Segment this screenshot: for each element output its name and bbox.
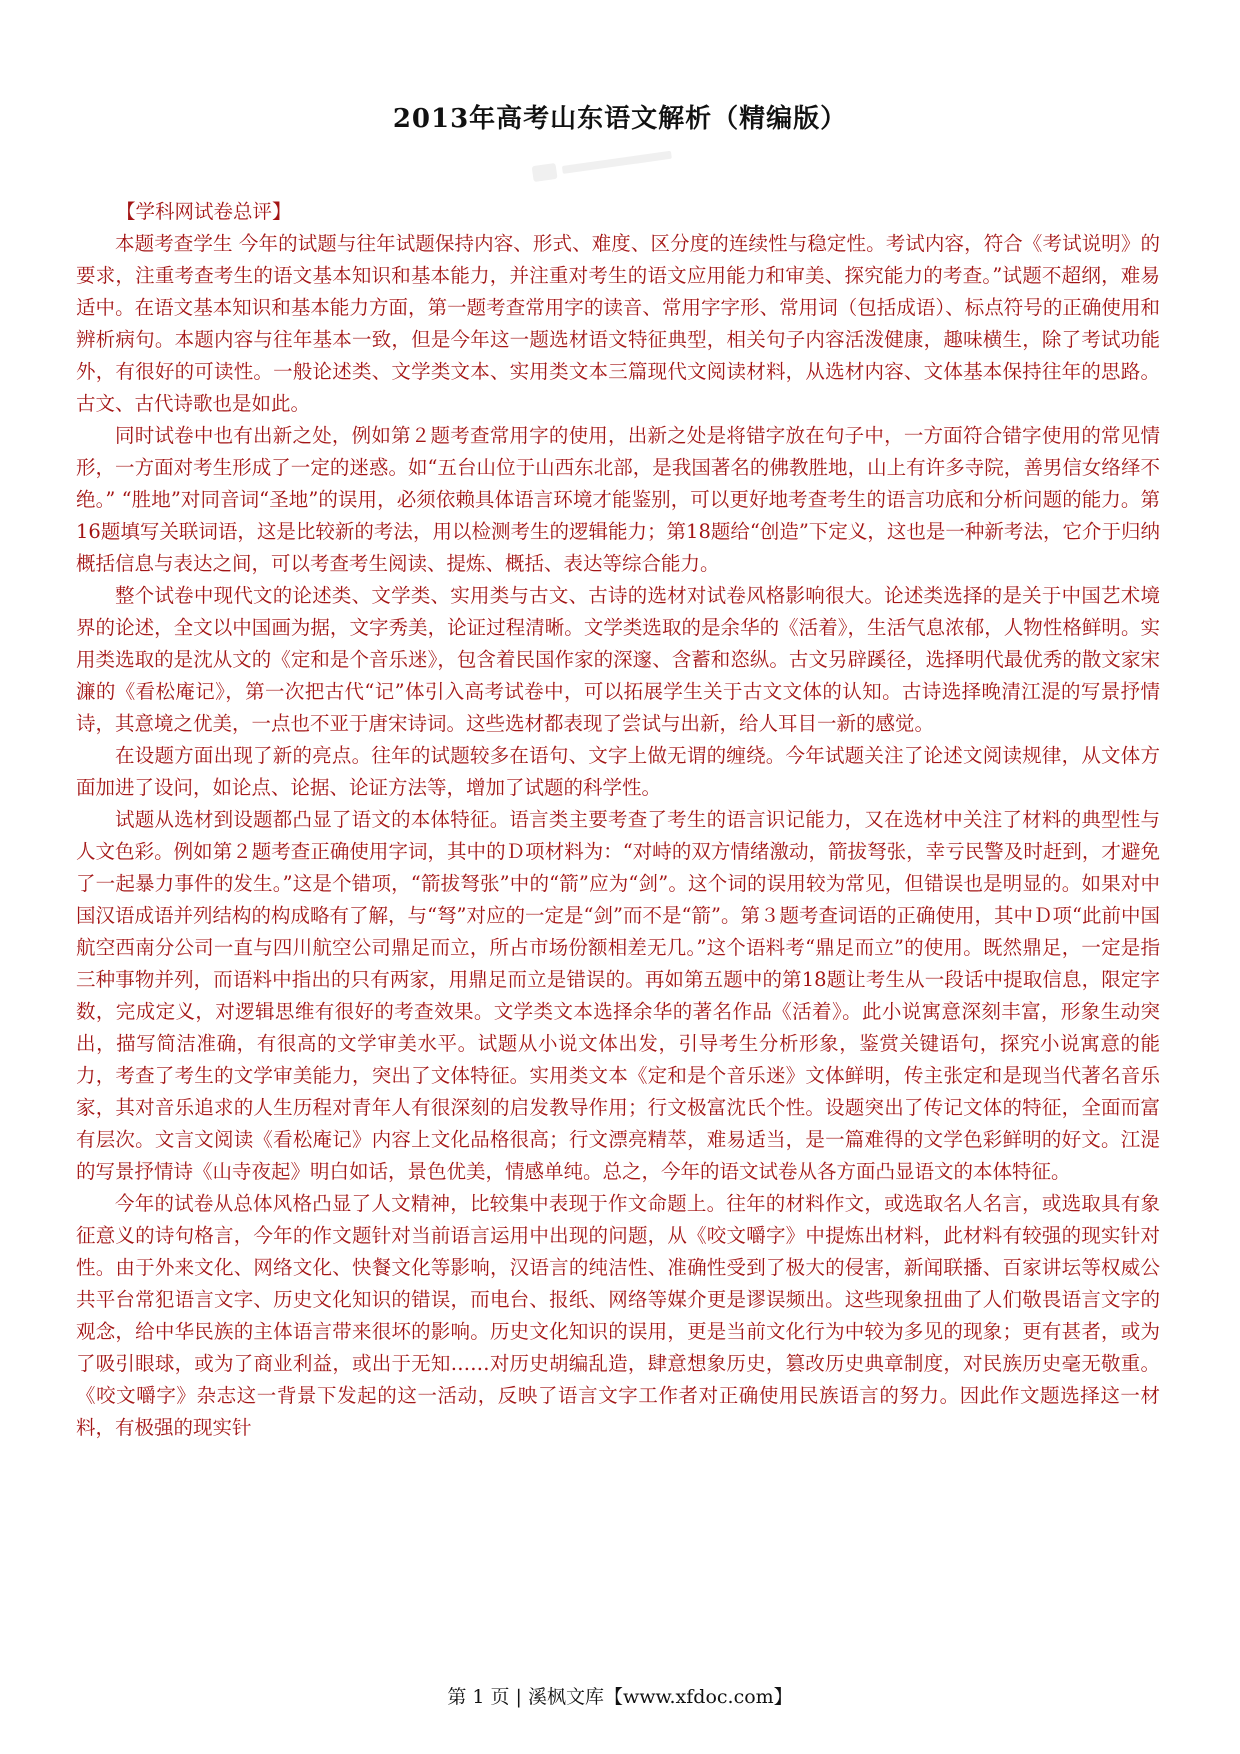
document-body [76,196,1160,1444]
paragraph-2: 同时试卷中也有出新之处，例如第２题考查常用字的使用，出新之处是将错字放在句子中，一方面符合错字使用的常见情形，一方面对考生形成了一定的迷惑。如“五台山位于山西东北部，是我国著名的佛教胜地，山上有许多寺院，善男信女络绎不绝。” “胜地”对同音词“圣地”的误用，必须依赖具体语言环境才能鉴别，可以更好地考查考生的语言功底和分析问题的能力。第16题填写关联词语，这是比较新的考法，用以检测考生的逻辑能力；第18题给“创造”下定义，这也是一种新考法，它介于归纳概括信息与表达之间，可以考查考生阅读、提炼、概括、表达等综合能力。 [76,424,1160,575]
paragraph-3: 整个试卷中现代文的论述类、文学类、实用类与古文、古诗的选材对试卷风格影响很大。论述类选择的是关于中国艺术境界的论述，全文以中国画为据，文字秀美，论证过程清晰。文学类选取的是余华的《活着》，生活气息浓郁，人物性格鲜明。实用类选取的是沈从文的《定和是个音乐迷》，包含着民国作家的深邃、含蓄和恣纵。古文另辟蹊径，选择明代最优秀的散文家宋濂的《看松庵记》，第一次把古代“记”体引入高考试卷中，可以拓展学生关于古文文体的认知。古诗选择晚清江湜的写景抒情诗，其意境之优美，一点也不亚于唐宋诗词。这些选材都表现了尝试与出新，给人耳目一新的感觉。 [76,584,1160,735]
paragraph-4: 在设题方面出现了新的亮点。往年的试题较多在语句、文字上做无谓的缠绕。今年试题关注了论述文阅读规律，从文体方面加进了设问，如论点、论据、论证方法等，增加了试题的科学性。 [76,744,1160,799]
paragraph-6: 今年的试卷从总体风格凸显了人文精神，比较集中表现于作文命题上。往年的材料作文，或选取名人名言，或选取具有象征意义的诗句格言，今年的作文题针对当前语言运用中出现的问题，从《咬文嚼字》中提炼出材料，此材料有较强的现实针对性。由于外来文化、网络文化、快餐文化等影响，汉语言的纯洁性、准确性受到了极大的侵害，新闻联播、百家讲坛等权威公共平台常犯语言文字、历史文化知识的错误，而电台、报纸、网络等媒介更是谬误频出。这些现象扭曲了人们敬畏语言文字的观念，给中华民族的主体语言带来很坏的影响。历史文化知识的误用，更是当前文化行为中较为多见的现象；更有甚者，或为了吸引眼球，或为了商业利益，或出于无知……对历史胡编乱造，肆意想象历史，篡改历史典章制度，对民族历史毫无敬重。《咬文嚼字》杂志这一背景下发起的这一活动，反映了语言文字工作者对正确使用民族语言的努力。因此作文题选择这一材料，有极强的现实针 [76,1192,1160,1439]
section-heading: 【学科网试卷总评】 [116,200,292,223]
paragraph-5: 试题从选材到设题都凸显了语文的本体特征。语言类主要考查了考生的语言识记能力，又在选材中关注了材料的典型性与人文色彩。例如第２题考查正确使用字词，其中的Ｄ项材料为：“对峙的双方情绪激动，箭拔弩张，幸亏民警及时赶到，才避免了一起暴力事件的发生。”这是个错项，“箭拔弩张”中的“箭”应为“剑”。这个词的误用较为常见，但错误也是明显的。如果对中国汉语成语并列结构的构成略有了解，与“弩”对应的一定是“剑”而不是“箭”。第３题考查词语的正确使用，其中Ｄ项“此前中国航空西南分公司一直与四川航空公司鼎足而立，所占市场份额相差无几。”这个语料考“鼎足而立”的使用。既然鼎足，一定是指三种事物并列，而语料中指出的只有两家，用鼎足而立是错误的。再如第五题中的第18题让考生从一段话中提取信息，限定字数，完成定义，对逻辑思维有很好的考查效果。文学类文本选择余华的著名作品《活着》。此小说寓意深刻丰富，形象生动突出，描写简洁准确，有很高的文学审美水平。试题从小说文体出发，引导考生分析形象，鉴赏关键语句，探究小说寓意的能力，考查了考生的文学审美能力，突出了文体特征。实用类文本《定和是个音乐迷》文体鲜明，传主张定和是现当代著名音乐家，其对音乐追求的人生历程对青年人有很深刻的启发教导作用；行文极富沈氏个性。设题突出了传记文体的特征，全面而富有层次。文言文阅读《看松庵记》内容上文化品格很高；行文漂亮精萃，难易适当，是一篇难得的文学色彩鲜明的好文。江湜的写景抒情诗《山寺夜起》明白如话，景色优美，情感单纯。总之，今年的语文试卷从各方面凸显语文的本体特征。 [76,808,1160,1183]
paragraph-1: 本题考查学生 今年的试题与往年试题保持内容、形式、难度、区分度的连续性与稳定性。考试内容，符合《考试说明》的要求，注重考查考生的语文基本知识和基本能力，并注重对考生的语文应用能力和审美、探究能力的考查。”试题不超纲，难易适中。在语文基本知识和基本能力方面，第一题考查常用字的读音、常用字字形、常用词（包括成语）、标点符号的正确使用和辨析病句。本题内容与往年基本一致，但是今年这一题选材语文特征典型，相关句子内容活泼健康，趣味横生，除了考试功能外，有很好的可读性。一般论述类、文学类文本、实用类文本三篇现代文阅读材料，从选材内容、文体基本保持往年的思路。古文、古代诗歌也是如此。 [76,232,1160,415]
page-footer: 第 1 页 | 溪枫文库【www.xfdoc.com】 [447,1686,793,1708]
page-title: 2013年高考山东语文解析（精编版） [392,104,848,134]
watermark-logo [529,140,681,189]
